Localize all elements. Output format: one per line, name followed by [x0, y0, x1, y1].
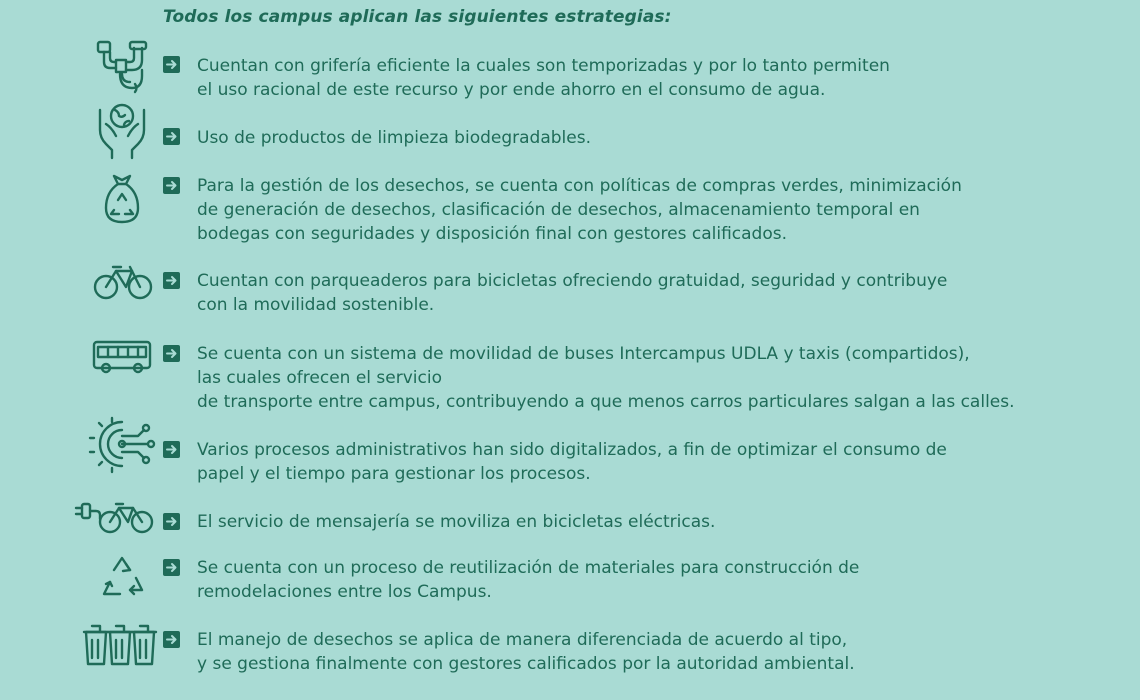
- electric-bicycle-icon: [80, 498, 156, 560]
- arrow-bullet-icon: [163, 441, 180, 458]
- strategy-text: Cuentan con grifería eficiente la cuales son temporizadas y por lo tanto permiten el uso racional de este recurso y por ende ahorro en el consumo de agua.: [197, 56, 890, 100]
- strategy-text: Varios procesos administrativos han sido digitalizados, a fin de optimizar el consumo de papel y el tiempo para gestionar los procesos.: [197, 440, 947, 484]
- bus-icon: [80, 334, 156, 396]
- recycle-arrows-icon: [80, 552, 156, 614]
- strategy-text: El manejo de desechos se aplica de manera diferenciada de acuerdo al tipo, y se gestiona finalmente con gestores calificados por la autoridad ambiental.: [197, 630, 855, 674]
- bicycle-icon: [80, 257, 156, 319]
- strategy-text: Cuentan con parqueaderos para bicicletas ofreciendo gratuidad, seguridad y contribuye con la movilidad sostenible.: [197, 271, 948, 315]
- arrow-bullet-icon: [163, 56, 180, 73]
- arrow-bullet-icon: [163, 272, 180, 289]
- recycle-bag-icon: [80, 172, 156, 234]
- section-heading: Todos los campus aplican las siguientes estrategias:: [163, 7, 672, 27]
- strategy-text: Uso de productos de limpieza biodegradables.: [197, 128, 591, 148]
- arrow-bullet-icon: [163, 345, 180, 362]
- faucet-pipe-icon: [80, 38, 156, 100]
- arrow-bullet-icon: [163, 177, 180, 194]
- strategy-text: Se cuenta con un sistema de movilidad de buses Intercampus UDLA y taxis (compartidos), las cuales ofrecen el servicio de transporte entre campus, contribuyendo a que menos carros particulares salgan a las calles.: [197, 344, 1015, 412]
- strategy-text: El servicio de mensajería se moviliza en bicicletas eléctricas.: [197, 512, 716, 532]
- arrow-bullet-icon: [163, 631, 180, 648]
- arrow-bullet-icon: [163, 128, 180, 145]
- waste-bins-icon: [80, 622, 156, 684]
- hands-globe-icon: [80, 100, 156, 162]
- digital-gear-icon: [80, 416, 156, 478]
- arrow-bullet-icon: [163, 559, 180, 576]
- strategy-text: Para la gestión de los desechos, se cuenta con políticas de compras verdes, minimización de generación de desechos, clasificación de desechos, almacenamiento temporal en bodegas con seguridades y disposición final con gestores calificados.: [197, 176, 962, 244]
- arrow-bullet-icon: [163, 513, 180, 530]
- strategy-text: Se cuenta con un proceso de reutilización de materiales para construcción de remodelaciones entre los Campus.: [197, 558, 860, 602]
